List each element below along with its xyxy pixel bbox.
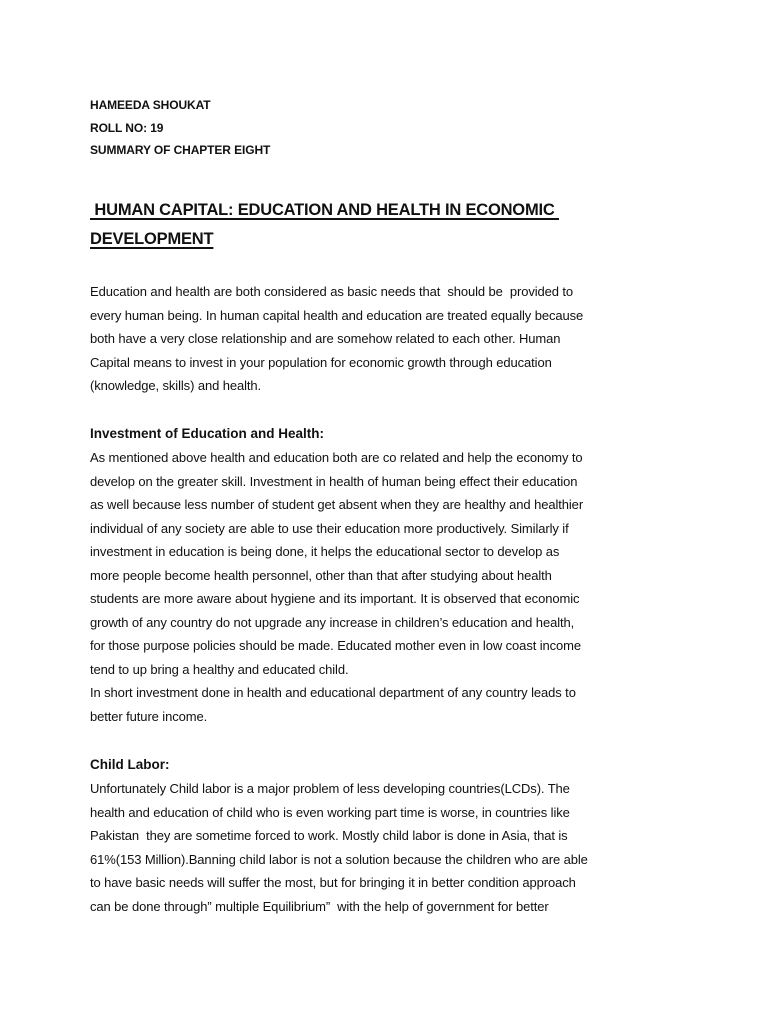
investment-heading: Investment of Education and Health: [90,426,325,441]
intro-line: every human being. In human capital health and education are treated equally because [90,307,584,323]
child-labor-heading: Child Labor: [90,757,170,772]
investment-line: As mentioned above health and education both are co related and help the economy to [90,450,583,465]
investment-line: more people become health personnel, other than that after studying about health [90,567,552,583]
child-labor-line: Unfortunately Child labor is a major problem of less developing countries(LCDs). The [90,781,570,796]
investment-line: students are more aware about hygiene and its important. It is observed that economic [90,591,580,606]
intro-paragraph [90,280,680,398]
intro-line: Education and health are both considered as basic needs that should be provided to [90,284,574,299]
child-labor-line: can be done through” multiple Equilibrium” with the help of government for better [90,898,549,914]
title-line-2: DEVELOPMENT [90,230,214,248]
author-name: HAMEEDA SHOUKAT [90,98,211,112]
intro-line: (knowledge, skills) and health. [90,378,262,393]
author-header [90,94,690,162]
investment-line: better future income. [90,708,208,724]
intro-line: both have a very close relationship and are somehow related to each other. Human [90,331,561,346]
child-labor-line: to have basic needs will suffer the most, but for bringing it in better condition approach [90,875,576,890]
child-labor-line: 61%(153 Million).Banning child labor is not a solution because the children who are able [90,851,588,867]
child-labor-line: health and education of child who is even working part time is worse, in countries like [90,804,570,820]
investment-paragraph [90,446,680,728]
roll-number: ROLL NO: 19 [90,120,164,135]
child-labor-paragraph [90,777,680,918]
investment-line: In short investment done in health and educational department of any country leads to [90,685,576,700]
investment-line: investment in education is being done, it helps the educational sector to develop as [90,544,560,559]
investment-line: as well because less number of student get absent when they are healthy and healthier [90,497,584,512]
investment-line: individual of any society are able to use their education more productively. Similarly if [90,520,569,536]
investment-line: for those purpose policies should be made. Educated mother even in low coast income [90,638,582,653]
investment-line: tend to up bring a healthy and educated child. [90,661,349,677]
investment-line: growth of any country do not upgrade any increase in children’s education and health, [90,614,575,630]
child-labor-line: Pakistan they are sometime forced to work. Mostly child labor is done in Asia, that is [90,828,568,843]
investment-line: develop on the greater skill. Investment in health of human being effect their education [90,473,578,489]
title-line-1: HUMAN CAPITAL: EDUCATION AND HEALTH IN ECONOMIC [90,201,559,219]
document-title [90,196,690,254]
intro-line: Capital means to invest in your population for economic growth through education [90,354,552,370]
summary-label: SUMMARY OF CHAPTER EIGHT [90,143,271,157]
